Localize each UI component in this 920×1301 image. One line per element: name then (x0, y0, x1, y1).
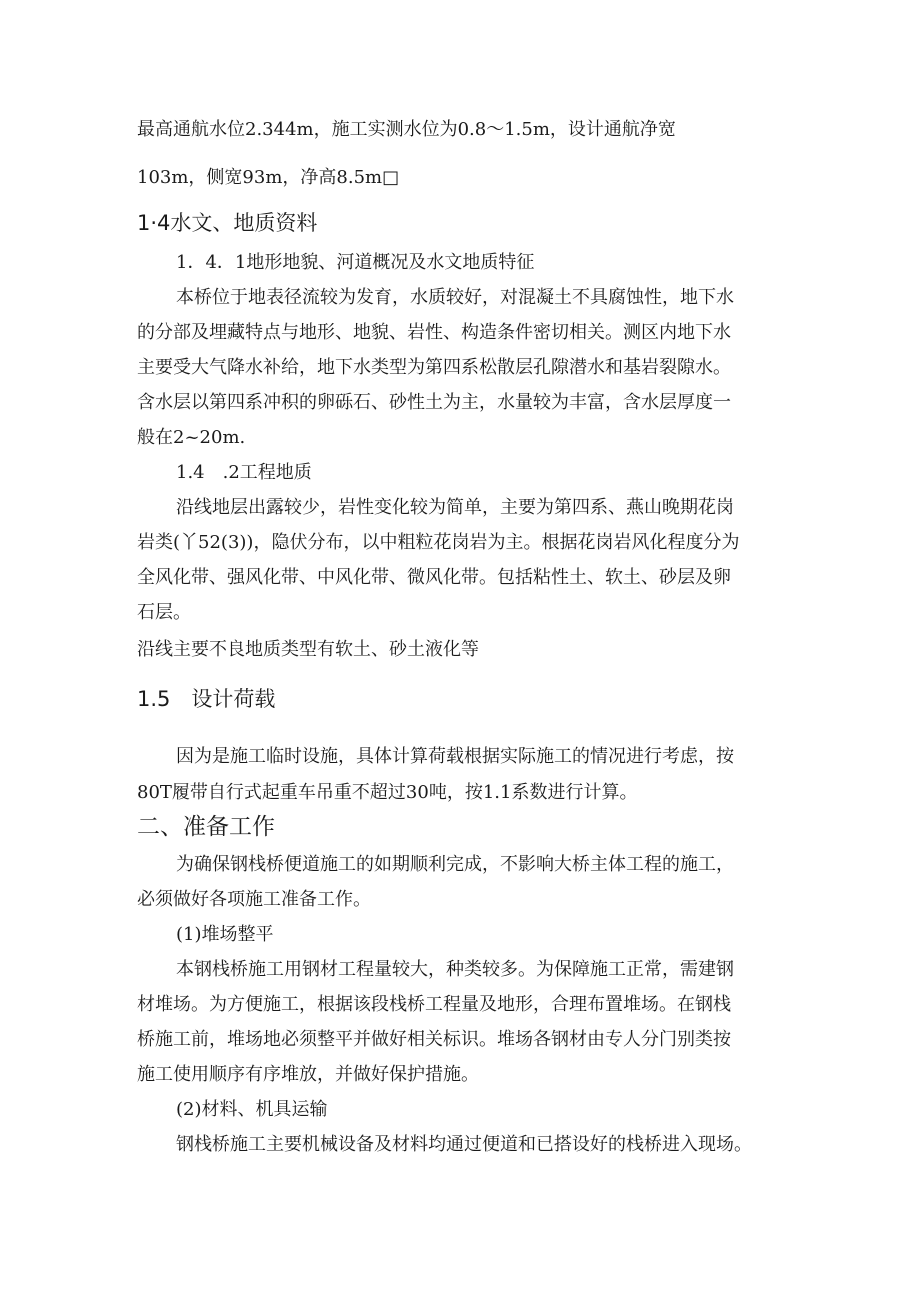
paragraph-line: 主要受大气降水补给，地下水类型为第四系松散层孔隙潜水和基岩裂隙水。 (137, 357, 731, 378)
paragraph-line: 材堆场。为方便施工，根据该段栈桥工程量及地形，合理布置堆场。在钢栈 (137, 994, 731, 1015)
section-heading: 1.5 设计荷载 (137, 687, 276, 711)
paragraph-line: 般在2~20m. (137, 427, 246, 448)
paragraph-line: 含水层以第四系冲积的卵砾石、砂性土为主，水量较为丰富，含水层厚度一 (137, 392, 731, 413)
subsection-heading: 1．4．1地形地貌、河道概况及水文地质特征 (176, 252, 535, 273)
section-heading: 1·4水文、地质资料 (137, 211, 318, 235)
chapter-heading: 二、准备工作 (137, 814, 275, 840)
paragraph-line: 钢栈桥施工主要机械设备及材料均通过便道和已搭设好的栈桥进入现场。 (176, 1134, 752, 1155)
subsection-heading: 1.4 .2工程地质 (176, 462, 312, 483)
subsection-heading: (1)堆场整平 (176, 924, 274, 945)
paragraph-line: 沿线主要不良地质类型有软土、砂土液化等 (137, 639, 479, 660)
paragraph-line: 全风化带、强风化带、中风化带、微风化带。包括粘性土、软土、砂层及卵 (137, 567, 731, 588)
paragraph-line: 的分部及埋藏特点与地形、地貌、岩性、构造条件密切相关。测区内地下水 (137, 322, 731, 343)
paragraph-line: 桥施工前，堆场地必须整平并做好相关标识。堆场各钢材由专人分门别类按 (137, 1029, 731, 1050)
paragraph-line: 施工使用顺序有序堆放，并做好保护措施。 (137, 1064, 479, 1085)
text-line: 103m，侧宽93m，净高8.5m□ (137, 167, 400, 188)
paragraph-line: 80T履带自行式起重车吊重不超过30吨，按1.1系数进行计算。 (137, 782, 638, 803)
paragraph-line: 本钢栈桥施工用钢材工程量较大，种类较多。为保障施工正常，需建钢 (176, 959, 734, 980)
text-line: 最高通航水位2.344m，施工实测水位为0.8〜1.5m，设计通航净宽 (137, 119, 676, 140)
paragraph-line: 岩类(丫52(3))，隐伏分布，以中粗粒花岗岩为主。根据花岗岩风化程度分为 (137, 532, 740, 553)
paragraph-line: 因为是施工临时设施，具体计算荷载根据实际施工的情况进行考虑，按 (176, 746, 734, 767)
paragraph-line: 沿线地层出露较少，岩性变化较为简单，主要为第四系、燕山晚期花岗 (176, 497, 734, 518)
paragraph-line: 为确保钢栈桥便道施工的如期顺利完成，不影响大桥主体工程的施工， (176, 854, 734, 875)
paragraph-line: 本桥位于地表径流较为发育，水质较好，对混凝土不具腐蚀性，地下水 (176, 287, 734, 308)
paragraph-line: 必须做好各项施工准备工作。 (137, 889, 371, 910)
subsection-heading: (2)材料、机具运输 (176, 1099, 328, 1120)
paragraph-line: 石层。 (137, 602, 191, 623)
